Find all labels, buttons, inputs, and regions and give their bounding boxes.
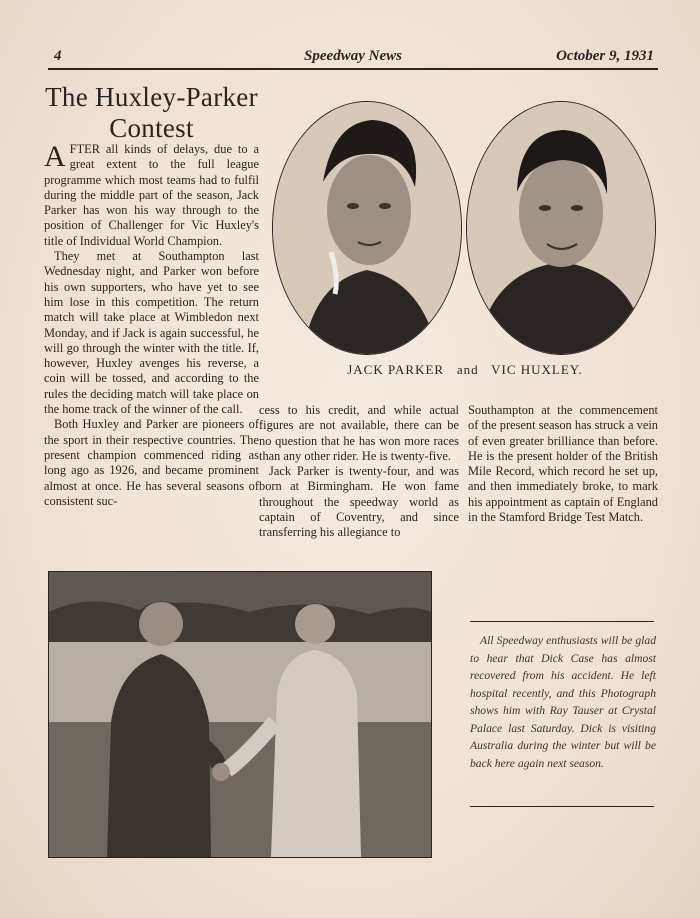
portrait-image: [467, 102, 655, 354]
article-paragraph: Southampton at the commencement of the present season has struck a vein of even greater brilliance than before. He is the present holder of the British Mile Record, which record he set up, and then immediately broke, to mark his appointment as captain of England in the Stamford Bridge Test Match.: [468, 403, 658, 525]
article-paragraph: cess to his credit, and while actual figures are not available, there can be no question that he has won more races than any other rider. He is twenty-five.: [259, 403, 459, 463]
article-paragraph: Both Huxley and Parker are pioneers of the sport in their respective countries. The present champion commenced riding as long ago as 1926, and became prominent almost at once. He has several seasons of consistent suc-: [44, 417, 259, 508]
portrait-image: [273, 102, 461, 354]
masthead: Speedway News: [304, 48, 402, 64]
rider-portraits: [270, 97, 660, 359]
photo-image: [49, 572, 431, 857]
article-paragraph: They met at Southampton last Wednesday night, and Parker won before his own supporters, who have yet to see him lose in this competition. The return match will take place at Wimbledon next Monday, and if Jack is again successful, he will go through the winter with the title. If, however, Huxley avenges his reverse, a coin will be tossed, and according to the rules the deciding match will take place on the home track of the winner of the call.: [44, 249, 259, 417]
header-rule: [48, 68, 658, 70]
paragraph-text: all kinds of delays, due to a great extent to the full league programme which most teams had to fulfil during the middle part of the season, Jack Parker has won his way through to the position of Challenger for Vic Huxley's title of Individual World Champion.: [44, 142, 259, 248]
caption-right-name: VIC HUXLEY.: [491, 362, 583, 377]
issue-date: October 9, 1931: [556, 48, 654, 64]
note-bottom-rule: [470, 806, 654, 807]
article-paragraph: Jack Parker is twenty-four, and was born at Birmingham. He won fame throughout the speedway world as captain of Coventry, and since transferring his allegiance to: [259, 464, 459, 540]
article-column-2: [259, 403, 459, 541]
photo-caption-note: All Speedway enthusiasts will be glad to hear that Dick Case has almost recovered from his accident. He left hospital recently, and this Photograph shows him with Ray Tauser at Crystal Palace last Saturday. Dick is visiting Australia during the winter but will be back here again next season.: [470, 634, 656, 770]
article-title: The Huxley-Parker Contest: [45, 82, 258, 143]
note-top-rule: [470, 621, 654, 622]
page-header: [48, 46, 658, 70]
article-paragraph: [44, 142, 259, 249]
drop-cap: A: [44, 140, 66, 173]
caption-join: and: [456, 362, 479, 377]
lead-words: FTER: [69, 142, 100, 156]
caption-left-name: JACK PARKER: [347, 362, 445, 377]
portrait-jack-parker: [272, 101, 462, 355]
article-column-1: [44, 142, 259, 509]
handshake-photo: [48, 571, 432, 858]
portrait-vic-huxley: [466, 101, 656, 355]
article-column-3: [468, 403, 658, 525]
portrait-caption: [300, 362, 630, 378]
page-number: 4: [54, 48, 62, 64]
